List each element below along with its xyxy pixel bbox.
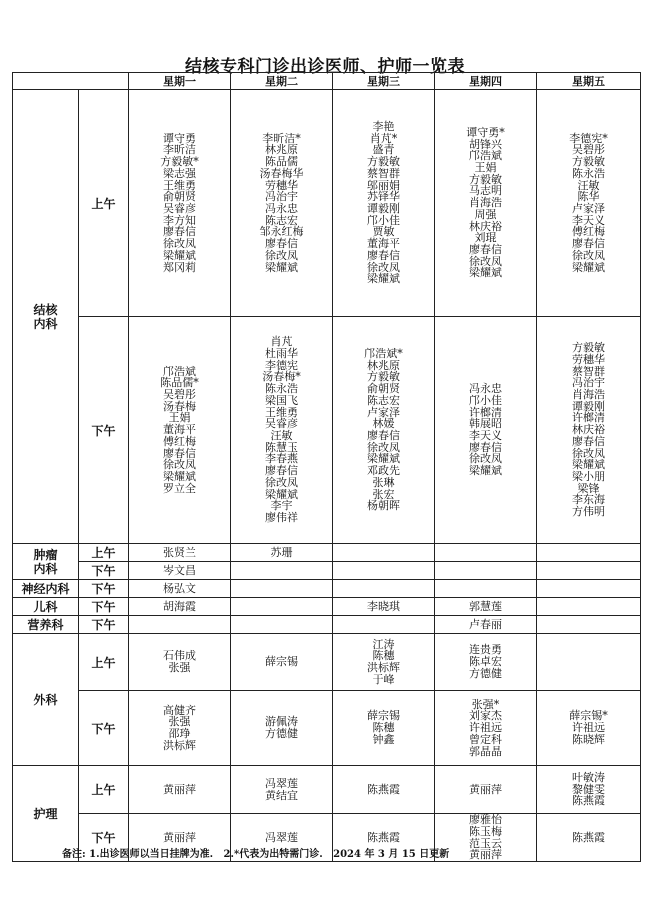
staff-name: 徐改凤 (163, 458, 196, 472)
staff-name: 李昕洁 (163, 143, 196, 157)
staff-name: 李宇 (270, 499, 293, 513)
staff-name: 方德健 (265, 727, 298, 740)
staff-name: 方毅敏 (469, 172, 502, 186)
staff-name: 冯翠莲 (265, 776, 298, 790)
staff-name: 李昕洁* (262, 131, 301, 145)
schedule-cell-wed (333, 90, 435, 317)
schedule-cell-wed (333, 317, 435, 544)
footnote: 备注: 1.出诊医师以当日挂牌为准. 2.*代表为出特需门诊. 2024 年 3 月 15 日更新 (62, 849, 450, 860)
staff-name: 肖海浩 (572, 388, 605, 402)
staff-name: 黄丽萍 (469, 848, 502, 862)
schedule-cell-wed (333, 691, 435, 766)
department-name-line: 内科 (33, 561, 58, 576)
schedule-cell-mon (129, 580, 231, 598)
staff-name: 谭守勇* (466, 125, 505, 139)
staff-name: 李方知 (163, 213, 196, 227)
staff-name: 梁耀斌 (163, 248, 196, 262)
schedule-row (13, 616, 641, 634)
staff-name: 梁小朋 (572, 469, 605, 483)
staff-name: 高健齐 (163, 703, 196, 717)
schedule-cell-thu (435, 598, 537, 616)
department-cell (13, 598, 79, 616)
staff-name: 薛宗锡 (265, 655, 298, 669)
staff-name: 刘家杰 (469, 709, 502, 723)
staff-name: 胡锋兴 (469, 137, 502, 151)
staff-name: 徐改凤 (163, 237, 196, 251)
department-cell (13, 616, 79, 634)
staff-name: 吴睿彦 (163, 202, 196, 215)
staff-name: 吴碧彤 (572, 143, 605, 157)
staff-name: 谭毅刚 (367, 202, 400, 215)
schedule-cell-fri (537, 691, 641, 766)
staff-name: 董海平 (367, 237, 400, 251)
staff-name: 李德宪 (265, 358, 298, 372)
header-day-wed: 星期三 (333, 73, 435, 90)
header-row (13, 73, 641, 90)
staff-name: 傅红梅 (163, 434, 196, 448)
schedule-cell-thu (435, 90, 537, 317)
staff-name: 陈华 (577, 190, 600, 204)
staff-name: 方毅敏 (367, 370, 400, 384)
header-day-mon: 星期一 (129, 73, 231, 90)
staff-name: 方伟明 (572, 505, 605, 519)
staff-name: 叶敏涛 (572, 770, 605, 784)
staff-name: 梁锋 (577, 481, 600, 495)
staff-name: 黄结宜 (265, 788, 298, 802)
staff-name: 肖芃* (369, 131, 398, 145)
staff-name: 韩展昭 (469, 417, 502, 431)
staff-name: 陈永浩 (265, 382, 298, 396)
staff-name: 董海平 (163, 423, 196, 437)
staff-name: 陈穗 (372, 649, 395, 663)
staff-name: 陈玉梅 (469, 824, 502, 838)
staff-name: 冯永忠 (469, 382, 502, 396)
staff-name: 廖春信 (367, 248, 400, 262)
staff-name: 林兆原 (367, 358, 400, 372)
staff-name: 廖春信 (265, 464, 298, 478)
schedule-cell-fri (537, 90, 641, 317)
schedule-cell-thu (435, 814, 537, 862)
staff-name: 周强 (474, 207, 497, 221)
session-label: 下午 (79, 691, 129, 766)
schedule-cell-thu (435, 766, 537, 814)
schedule-cell-tue (231, 598, 333, 616)
schedule-cell-thu (435, 562, 537, 580)
schedule-cell-fri (537, 544, 641, 562)
staff-name: 冯治宇 (265, 190, 298, 204)
schedule-cell-fri (537, 580, 641, 598)
staff-name: 李春燕 (265, 452, 298, 466)
staff-name: 林庆裕 (572, 423, 605, 437)
staff-name: 石伟成 (163, 649, 196, 663)
schedule-row (13, 90, 641, 317)
staff-name: 汪敏 (577, 178, 600, 192)
staff-name: 张强 (168, 715, 191, 729)
staff-name: 谭守勇 (163, 131, 196, 145)
schedule-cell-thu (435, 634, 537, 691)
schedule-cell-thu (435, 691, 537, 766)
staff-name: 廖伟祥 (265, 510, 298, 524)
schedule-row (13, 580, 641, 598)
session-label: 下午 (79, 562, 129, 580)
schedule-cell-wed (333, 616, 435, 634)
staff-name: 王娟 (168, 411, 191, 425)
staff-name: 梁耀斌 (572, 260, 605, 274)
session-label: 下午 (79, 580, 129, 598)
staff-name: 钟鑫 (372, 732, 395, 746)
staff-name: 杜雨华 (265, 347, 298, 361)
staff-name: 邝浩斌 (163, 364, 196, 378)
staff-name: 廖春信 (572, 237, 605, 251)
staff-name: 徐改凤 (265, 475, 298, 489)
department-cell (13, 544, 79, 580)
staff-name: 方毅敏* (160, 155, 199, 169)
staff-name: 廖春信 (163, 446, 196, 460)
staff-name: 李德宪* (569, 131, 608, 145)
staff-name: 洪标辉 (163, 738, 196, 752)
staff-name: 卢春丽 (469, 617, 502, 631)
staff-name: 林庆裕 (469, 219, 502, 233)
department-cell (13, 90, 79, 544)
schedule-cell-wed (333, 598, 435, 616)
staff-name: 方毅敏 (367, 155, 400, 169)
staff-name: 徐改凤 (572, 248, 605, 262)
staff-name: 廖春信 (367, 429, 400, 442)
staff-name: 蔡智群 (572, 364, 605, 378)
staff-name: 杨弘文 (163, 581, 196, 595)
staff-name: 马志明 (469, 184, 502, 198)
staff-name: 冯翠莲 (265, 830, 298, 844)
staff-name: 汪敏 (270, 429, 293, 442)
staff-name: 黎健雯 (572, 782, 605, 796)
schedule-cell-mon (129, 317, 231, 544)
session-label: 下午 (79, 814, 129, 862)
schedule-row (13, 598, 641, 616)
session-label: 上午 (79, 544, 129, 562)
staff-name: 连贵勇 (469, 643, 502, 657)
schedule-cell-tue (231, 90, 333, 317)
staff-name: 邝小佳 (367, 213, 400, 227)
staff-name: 方毅敏 (572, 341, 605, 355)
staff-name: 邝浩斌* (364, 347, 403, 361)
staff-name: 游佩涛 (265, 715, 298, 729)
staff-name: 盛青 (372, 143, 395, 157)
header-day-thu: 星期四 (435, 73, 537, 90)
staff-name: 李艳 (372, 120, 395, 134)
page-title: 结核专科门诊出诊医师、护师一览表 (185, 57, 465, 77)
department-name-line: 内科 (33, 316, 58, 331)
schedule-row (13, 766, 641, 814)
schedule-cell-fri (537, 317, 641, 544)
staff-name: 徐改凤 (469, 254, 502, 268)
header-day-tue: 星期二 (231, 73, 333, 90)
schedule-cell-mon (129, 544, 231, 562)
staff-name: 郭慧莲 (469, 599, 502, 613)
staff-name: 冯永忠 (265, 202, 298, 215)
staff-name: 许祖远 (469, 721, 502, 735)
staff-name: 郭晶晶 (469, 744, 502, 758)
schedule-cell-mon (129, 90, 231, 317)
staff-name: 洪标辉 (367, 661, 400, 674)
staff-name: 俞朝贤 (367, 382, 400, 396)
staff-name: 冯治宇 (572, 376, 605, 390)
schedule-cell-wed (333, 544, 435, 562)
schedule-cell-mon (129, 634, 231, 691)
schedule-cell-fri (537, 766, 641, 814)
schedule-cell-tue (231, 544, 333, 562)
staff-name: 陈燕霞 (572, 830, 605, 844)
schedule-cell-mon (129, 562, 231, 580)
staff-name: 廖春信 (469, 440, 502, 454)
staff-name: 廖春信 (469, 242, 502, 256)
schedule-cell-thu (435, 544, 537, 562)
staff-name: 肖芃 (270, 335, 293, 349)
staff-name: 徐改凤 (367, 260, 400, 274)
staff-name: 薛宗锡 (367, 709, 400, 723)
staff-name: 廖春信 (163, 225, 196, 239)
staff-name: 梁耀斌 (265, 487, 298, 501)
session-label: 下午 (79, 317, 129, 544)
staff-name: 王维勇 (265, 405, 298, 419)
staff-name: 卢家泽 (367, 405, 400, 419)
staff-name: 李东海 (572, 493, 605, 507)
staff-name: 黄丽萍 (163, 830, 196, 844)
staff-name: 邓政先 (367, 464, 400, 478)
staff-name: 方德健 (469, 666, 502, 680)
schedule-cell-fri (537, 616, 641, 634)
staff-name: 肖海浩 (469, 196, 502, 210)
staff-name: 俞朝贤 (163, 190, 196, 204)
staff-name: 梁耀斌 (367, 452, 400, 466)
staff-name: 梁耀斌 (469, 464, 502, 478)
schedule-row (13, 562, 641, 580)
staff-name: 汤春梅华 (259, 166, 304, 180)
schedule-cell-wed (333, 634, 435, 691)
staff-name: 贾敏 (372, 225, 395, 239)
staff-name: 邹永红梅 (259, 225, 304, 239)
schedule-cell-mon (129, 616, 231, 634)
schedule-cell-thu (435, 580, 537, 598)
schedule-cell-wed (333, 562, 435, 580)
staff-name: 林媛 (372, 417, 395, 431)
staff-name: 陈品儒* (160, 376, 199, 390)
staff-name: 徐改凤 (265, 248, 298, 262)
staff-name: 方毅敏 (572, 155, 605, 169)
staff-name: 林兆原 (265, 143, 298, 157)
staff-name: 薛宗锡* (569, 709, 608, 723)
staff-name: 邬丽娟 (367, 178, 400, 192)
session-label: 上午 (79, 634, 129, 691)
department-name-line: 肿瘤 (33, 547, 58, 562)
staff-name: 梁志强 (163, 166, 196, 180)
staff-name: 陈卓宏 (469, 655, 502, 669)
staff-name: 吴睿彦 (265, 417, 298, 431)
staff-name: 陈晓辉 (572, 732, 605, 746)
department-name-line: 神经内科 (21, 581, 70, 596)
staff-name: 廖雅怡 (469, 813, 502, 827)
staff-name: 王娟 (474, 161, 497, 175)
schedule-cell-tue (231, 580, 333, 598)
schedule-cell-mon (129, 598, 231, 616)
schedule-cell-tue (231, 691, 333, 766)
staff-name: 岑文昌 (163, 563, 196, 577)
staff-name: 邝浩斌 (469, 149, 502, 163)
staff-name: 廖春信 (572, 434, 605, 448)
schedule-cell-mon (129, 766, 231, 814)
staff-name: 李天义 (469, 429, 502, 442)
staff-name: 胡海霞 (163, 599, 196, 613)
department-name-line: 护理 (33, 806, 58, 821)
session-label: 上午 (79, 90, 129, 317)
staff-name: 张贤兰 (163, 545, 196, 559)
staff-name: 梁耀斌 (572, 458, 605, 472)
schedule-cell-fri (537, 634, 641, 691)
staff-name: 劳穗华 (572, 352, 605, 366)
staff-name: 廖春信 (265, 237, 298, 251)
schedule-cell-wed (333, 766, 435, 814)
schedule-cell-tue (231, 317, 333, 544)
schedule-cell-tue (231, 766, 333, 814)
staff-name: 曾定科 (469, 732, 502, 746)
staff-name: 吴碧彤 (163, 388, 196, 402)
staff-name: 梁耀斌 (469, 266, 502, 280)
schedule-table (12, 72, 641, 862)
staff-name: 黄丽萍 (163, 782, 196, 796)
staff-name: 邵琤 (168, 727, 191, 740)
session-label: 上午 (79, 766, 129, 814)
staff-name: 徐改凤 (572, 446, 605, 460)
schedule-row (13, 544, 641, 562)
staff-name: 卢家泽 (572, 202, 605, 215)
staff-name: 许榔清 (469, 405, 502, 419)
staff-name: 许祖远 (572, 721, 605, 735)
schedule-cell-wed (333, 580, 435, 598)
staff-name: 范玉云 (469, 836, 502, 850)
staff-name: 刘琨 (474, 231, 497, 245)
staff-name: 梁耀斌 (367, 272, 400, 286)
staff-name: 张强 (168, 661, 191, 674)
schedule-cell-tue (231, 562, 333, 580)
staff-name: 陈燕霞 (367, 830, 400, 844)
department-cell (13, 580, 79, 598)
session-label: 下午 (79, 616, 129, 634)
schedule-cell-thu (435, 616, 537, 634)
staff-name: 陈慧玉 (265, 440, 298, 454)
staff-name: 邝小佳 (469, 393, 502, 407)
staff-name: 徐改凤 (469, 452, 502, 466)
staff-name: 陈穗 (372, 721, 395, 735)
schedule-body (13, 90, 641, 862)
staff-name: 陈品儒 (265, 155, 298, 169)
staff-name: 陈志宏 (367, 393, 400, 407)
staff-name: 梁国飞 (265, 393, 298, 407)
staff-name: 罗立全 (163, 481, 196, 495)
session-label: 下午 (79, 598, 129, 616)
schedule-row (13, 317, 641, 544)
staff-name: 谭毅刚 (572, 399, 605, 413)
staff-name: 张琳 (372, 475, 395, 489)
staff-name: 张宏 (372, 487, 395, 501)
staff-name: 汤春梅 (163, 399, 196, 413)
department-name-line: 儿科 (33, 599, 58, 614)
header-corner (13, 73, 129, 90)
schedule-cell-mon (129, 691, 231, 766)
staff-name: 傅红梅 (572, 225, 605, 239)
staff-name: 汤春梅* (262, 370, 301, 384)
staff-name: 蔡智群 (367, 166, 400, 180)
department-name-line: 营养科 (27, 617, 64, 632)
staff-name: 劳穗华 (265, 178, 298, 192)
staff-name: 苏铎华 (367, 190, 400, 204)
schedule-row (13, 634, 641, 691)
header-day-fri: 星期五 (537, 73, 641, 90)
staff-name: 许榔清 (572, 411, 605, 425)
staff-name: 黄丽萍 (469, 782, 502, 796)
schedule-cell-fri (537, 598, 641, 616)
department-cell (13, 634, 79, 766)
staff-name: 江涛 (372, 637, 395, 651)
schedule-cell-fri (537, 562, 641, 580)
schedule-cell-fri (537, 814, 641, 862)
staff-name: 徐改凤 (367, 440, 400, 454)
schedule-cell-thu (435, 317, 537, 544)
schedule-cell-tue (231, 634, 333, 691)
staff-name: 张强* (471, 697, 500, 711)
schedule-row (13, 691, 641, 766)
staff-name: 陈志宏 (265, 213, 298, 227)
staff-name: 陈燕霞 (572, 794, 605, 808)
staff-name: 梁耀斌 (163, 469, 196, 483)
staff-name: 李天义 (572, 213, 605, 227)
staff-name: 苏珊 (270, 545, 293, 559)
staff-name: 郑冈莉 (163, 260, 196, 274)
staff-name: 王维勇 (163, 178, 196, 192)
staff-name: 李晓琪 (367, 599, 400, 613)
department-name-line: 外科 (33, 692, 58, 707)
staff-name: 陈燕霞 (367, 782, 400, 796)
staff-name: 杨朝晖 (367, 499, 400, 513)
staff-name: 梁耀斌 (265, 260, 298, 274)
department-name-line: 结核 (33, 302, 58, 317)
staff-name: 陈永浩 (572, 166, 605, 180)
staff-name: 于峰 (372, 672, 395, 686)
schedule-cell-tue (231, 616, 333, 634)
